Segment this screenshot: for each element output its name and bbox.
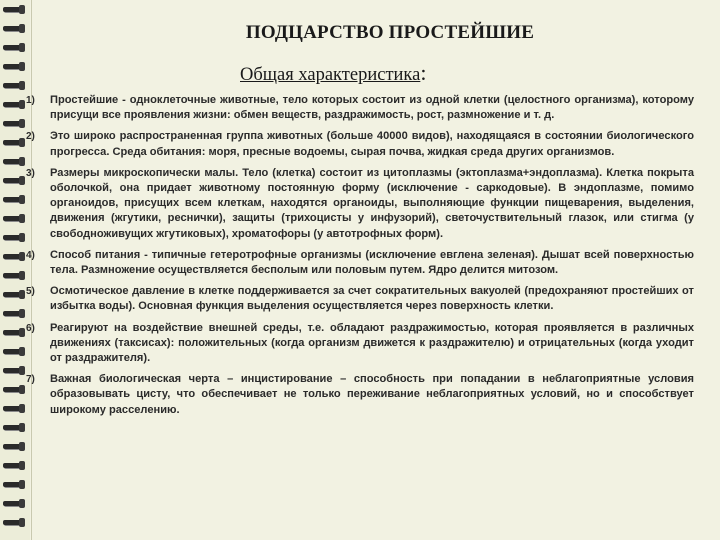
- subtitle-colon: :: [420, 60, 427, 85]
- binding-ring: [3, 175, 23, 186]
- item-text: Это широко распространенная группа животных (больше 40000 видов), находящаяся в состоянии биологического прогресса. Среда обитания: моря, пресные водоемы, сырая почва, жидкая среда других организмов.: [50, 130, 694, 158]
- list-item: [26, 321, 694, 367]
- item-number: 4): [26, 249, 35, 261]
- binding-ring: [3, 346, 23, 357]
- binding-ring: [3, 498, 23, 509]
- item-number: 1): [26, 95, 35, 106]
- binding-ring: [3, 99, 23, 110]
- subtitle-text: Общая характеристика: [240, 65, 421, 85]
- list-item: [26, 248, 694, 278]
- item-number: 6): [26, 322, 35, 334]
- page-title: ПОДЦАРСТВО ПРОСТЕЙШИЕ: [245, 22, 535, 43]
- binding-ring: [3, 479, 23, 490]
- binding-ring: [3, 118, 23, 129]
- binding-ring: [3, 213, 23, 224]
- binding-ring: [3, 327, 23, 338]
- item-text: Важная биологическая черта – инцистирование – способность при попадании в неблагоприятные условия образовывать цисту, что обеспечивает не только переживание неблагоприятных условий, но и способствует широкому расселению.: [50, 373, 694, 416]
- binding-ring: [3, 403, 23, 414]
- binding-ring: [3, 194, 23, 205]
- list-item: [26, 93, 694, 123]
- list-item: [26, 166, 694, 242]
- binding-ring: [3, 61, 23, 72]
- item-text: Осмотическое давление в клетке поддерживается за счет сократительных вакуолей (предохраняют простейших от избытка воды). Основная функция выделения осуществляется через поверхность клетки.: [50, 285, 694, 313]
- item-number: 7): [26, 374, 35, 386]
- item-number: 5): [26, 286, 35, 298]
- binding-ring: [3, 422, 23, 433]
- binding-ring: [3, 517, 23, 528]
- binding-ring: [3, 251, 23, 262]
- binding-ring: [3, 289, 23, 300]
- binding-ring: [3, 156, 23, 167]
- binding-ring: [3, 308, 23, 319]
- binding-ring: [3, 232, 23, 243]
- binding-ring: [3, 460, 23, 471]
- binding-ring: [3, 384, 23, 395]
- item-text: Способ питания - типичные гетеротрофные организмы (исключение евглена зеленая). Дышат всей поверхностью тела. Размножение осуществляется бесполым или половым путем. Ядро делится митозом.: [50, 248, 694, 277]
- list-item: [26, 284, 694, 314]
- list-item: [26, 129, 694, 159]
- binding-ring: [3, 4, 23, 15]
- binding-ring: [3, 441, 23, 452]
- item-text: Размеры микроскопически малы. Тело (клетка) состоит из цитоплазмы (эктоплазма+эндоплазма). Клетка покрыта оболочкой, она придает животному постоянную форму (исключение - саркодовые). В эндоплазме, помимо органоидов, присущих всем клеткам, находятся органоиды, выполняющие функции пищеварения, выделения, движения (жгутики, реснички), защиты (трихоцисты у инфузорий), светочуствительный глазок, или стигма (у свободноживущих жгутиковых), хроматофоры (у автотрофных форм).: [50, 166, 694, 240]
- item-text: Реагируют на воздействие внешней среды, т.е. обладают раздражимостью, которая проявляется в различных движениях (таксисах): положительных (когда организм движется к раздражителю) и отрицательных (когда уходит от раздражителя).: [50, 321, 694, 365]
- item-number: 2): [26, 131, 35, 143]
- list-item: [26, 372, 694, 418]
- binding-ring: [3, 270, 23, 281]
- item-text: Простейшие - одноклеточные животные, тело которых состоит из одной клетки (целостного организма), которому присущи все проявления жизни: обмен веществ, раздражимость, рост, размножение и т. д.: [50, 94, 694, 122]
- binding-ring: [3, 365, 23, 376]
- binding-ring: [3, 137, 23, 148]
- binding-ring: [3, 42, 23, 53]
- characteristics-list: [26, 93, 694, 424]
- binding-ring: [3, 80, 23, 91]
- item-number: 3): [26, 167, 35, 179]
- page-subtitle: [240, 60, 426, 86]
- binding-ring: [3, 23, 23, 34]
